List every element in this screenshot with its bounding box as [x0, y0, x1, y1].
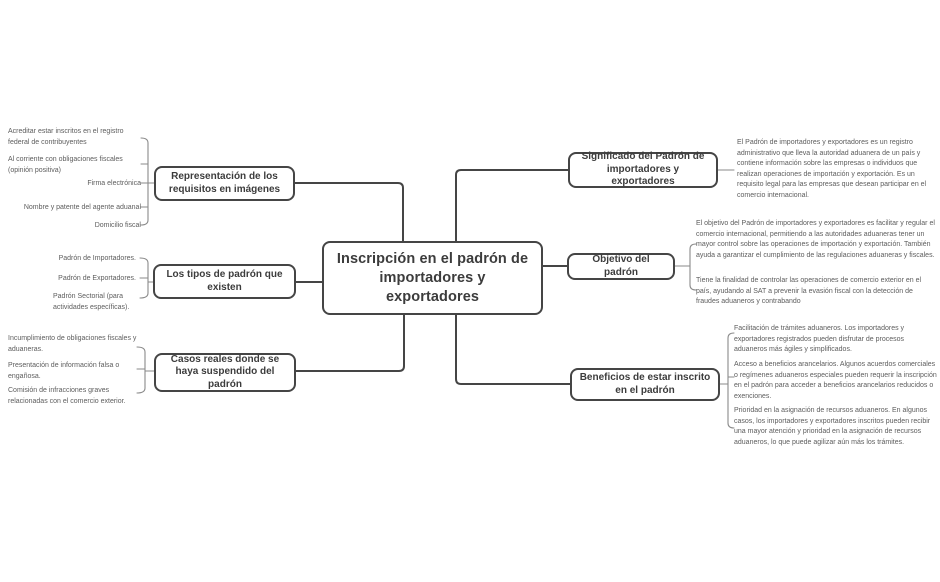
subitem-obligaciones-fiscales[interactable]: Al corriente con obligaciones fiscales (opinión positiva): [8, 156, 123, 174]
note-beneficios-2[interactable]: Acceso a beneficios arancelarios. Algunos acuerdos comerciales o regímenes aduaneros especiales pueden requerir la inscripción en el padrón para acceder a beneficios arancelarios reducidos o exenciones.: [734, 361, 937, 400]
topic-node-representacion[interactable]: Representación de los requisitos en imágenes: [154, 166, 295, 201]
topic-node-casos[interactable]: Casos reales donde se haya suspendido del padrón: [154, 353, 296, 392]
subitem-padron-sectorial[interactable]: Padrón Sectorial (para actividades específicas).: [53, 293, 130, 311]
note-objetivo-2[interactable]: Tiene la finalidad de controlar las operaciones de comercio exterior en el país, ayudando al SAT a prevenir la evasión fiscal con la detección de fraudes aduaneros y contrabando: [696, 277, 922, 306]
root-node[interactable]: Inscripción en el padrón de importadores y exportadores: [322, 241, 543, 315]
topic-node-significado[interactable]: Significado del Padrón de importadores y exportadores: [568, 152, 718, 188]
topic-node-tipos[interactable]: Los tipos de padrón que existen: [153, 264, 296, 299]
subitem-firma-electronica[interactable]: Firma electrónica: [87, 180, 141, 187]
subitem-informacion-falsa[interactable]: Presentación de información falsa o engañosa.: [8, 362, 120, 380]
branch-line-beneficios: [456, 315, 570, 384]
bracket-tipos: [140, 258, 153, 298]
branch-line-casos: [296, 315, 404, 371]
subitem-padron-importadores[interactable]: Padrón de Importadores.: [58, 255, 136, 262]
subitem-padron-exportadores[interactable]: Padrón de Exportadores.: [58, 275, 136, 282]
note-significado[interactable]: El Padrón de importadores y exportadores es un registro administrativo que lleva la autoridad aduanera de un país y contiene información sobre las empresas o individuos que realizan operaciones de importación y exportación. Es un requisito legal para las empresas que desean participar en el comercio internacional.: [737, 139, 927, 199]
subitem-agente-aduanal[interactable]: Nombre y patente del agente aduanal: [23, 204, 141, 211]
bracket-objetivo: [675, 244, 696, 290]
subitem-infracciones-graves[interactable]: Comisión de infracciones graves relacionadas con el comercio exterior.: [8, 387, 126, 405]
bracket-representacion: [141, 138, 154, 225]
note-beneficios-1[interactable]: Facilitación de trámites aduaneros. Los importadores y exportadores registrados pueden disfrutar de procesos aduaneros más ágiles y simplificados.: [734, 325, 905, 354]
branch-line-significado: [456, 170, 568, 241]
bracket-beneficios: [720, 333, 734, 428]
topic-node-beneficios[interactable]: Beneficios de estar inscrito en el padrón: [570, 368, 720, 401]
note-beneficios-3[interactable]: Prioridad en la asignación de recursos aduaneros. En algunos casos, los importadores y exportadores inscritos pueden recibir una mayor atención y prioridad en la asignación de recursos aduaneros, lo que puede agilizar aún más los trámites.: [734, 407, 931, 446]
subitem-registro-federal[interactable]: Acreditar estar inscritos en el registro federal de contribuyentes: [8, 128, 124, 146]
topic-node-objetivo[interactable]: Objetivo del padrón: [567, 253, 675, 280]
subitem-incumplimiento[interactable]: Incumplimiento de obligaciones fiscales y aduaneras.: [8, 335, 137, 353]
branch-line-representacion: [295, 183, 403, 241]
note-objetivo-1[interactable]: El objetivo del Padrón de importadores y exportadores es facilitar y regular el comercio internacional, permitiendo a las autoridades aduaneras tener un mayor control sobre las operaciones de importación y exportación. También ayuda a garantizar el cumplimiento de las regulaciones aduaneras y fiscales.: [696, 220, 935, 259]
subitem-domicilio-fiscal[interactable]: Domicilio fiscal: [94, 222, 141, 229]
